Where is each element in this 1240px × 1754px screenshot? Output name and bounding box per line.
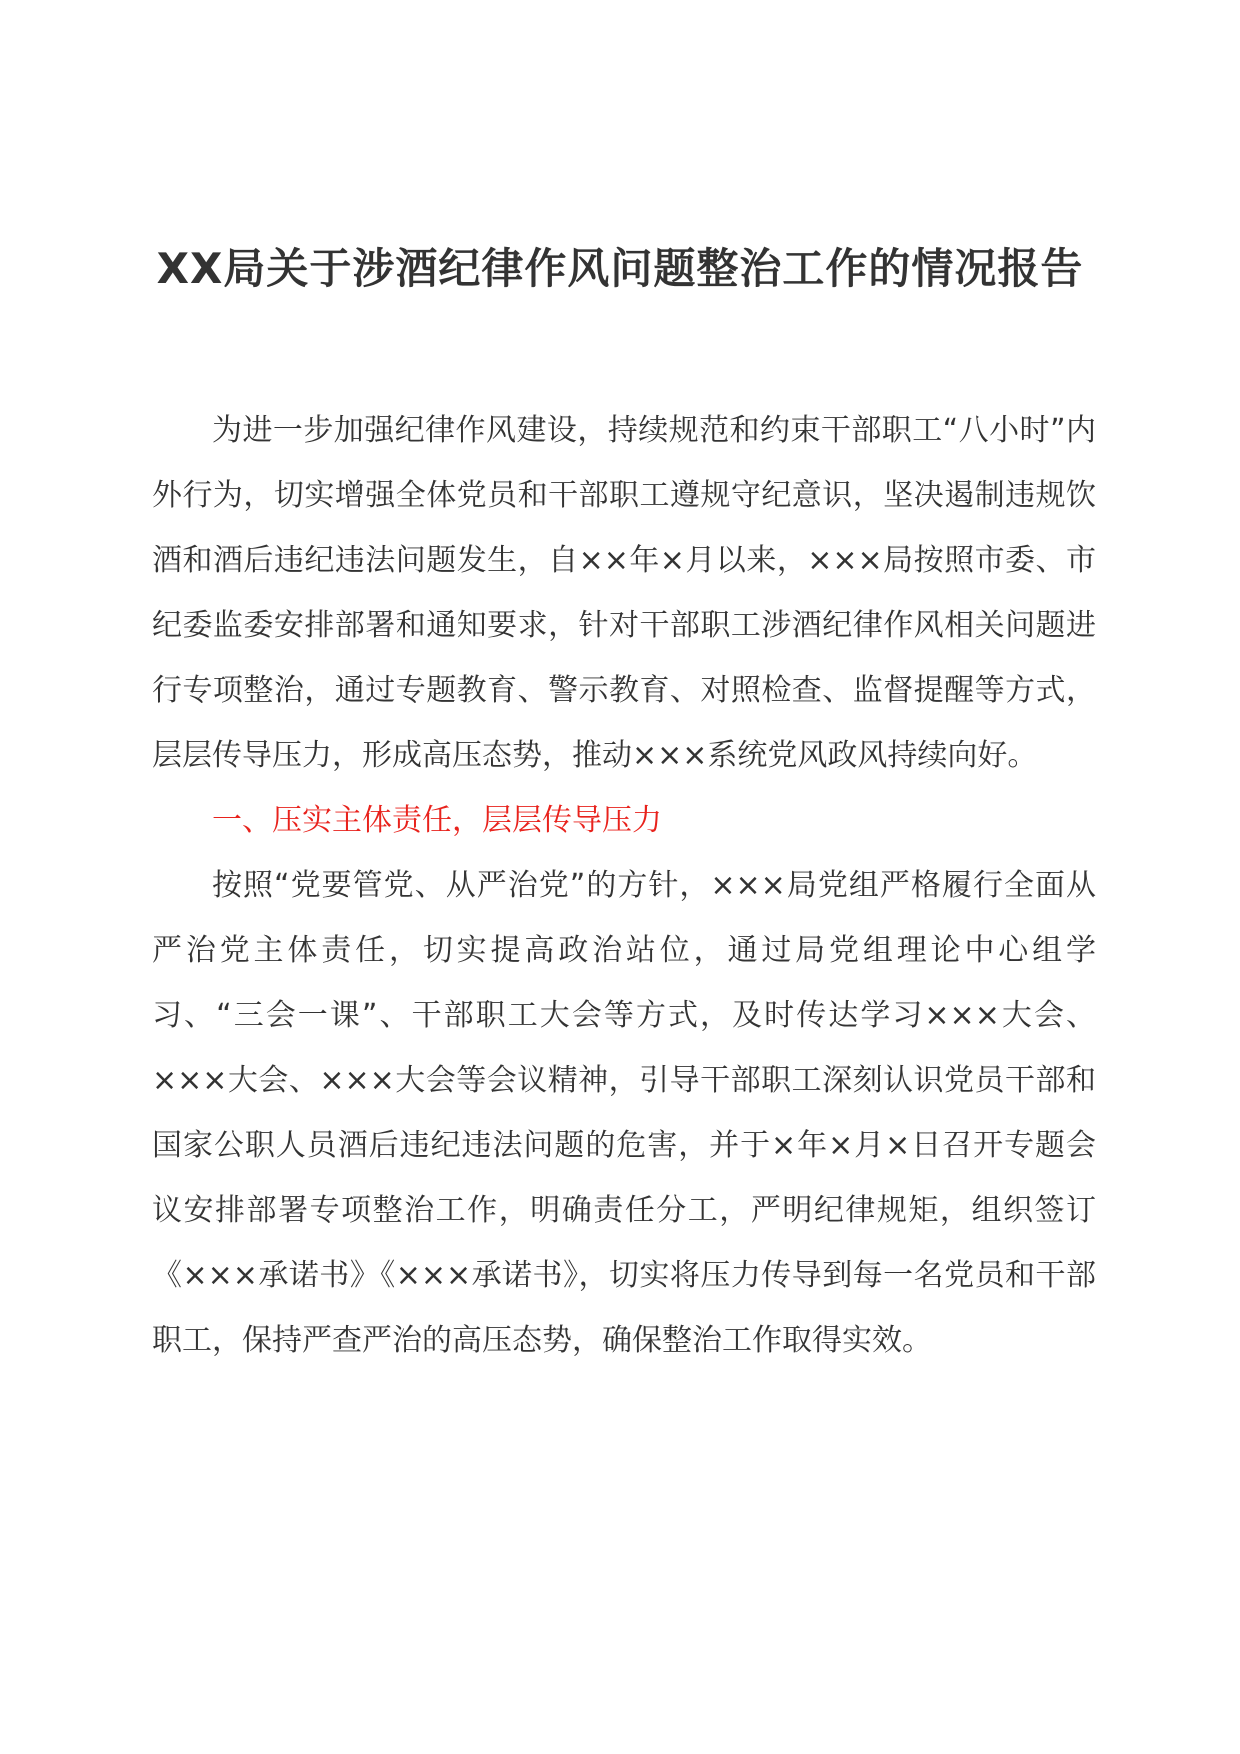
intro-paragraph: 为进一步加强纪律作风建设，持续规范和约束干部职工“八小时”内外行为，切实增强全体党员和干部职工遵规守纪意识，坚决遏制违规饮酒和酒后违纪违法问题发生，自××年×月以来，×××局按照市委、市纪委监委安排部署和通知要求，针对干部职工涉酒纪律作风相关问题进行专项整治，通过专题教育、警示教育、对照检查、监督提醒等方式，层层传导压力，形成高压态势，推动×××系统党风政风持续向好。 <box>152 413 1096 773</box>
document-body <box>152 398 1096 1373</box>
document-title: XX局关于涉酒纪律作风问题整治工作的情况报告 <box>156 244 1084 293</box>
section-paragraph: 按照“党要管党、从严治党”的方针，×××局党组严格履行全面从严治党主体责任，切实提高政治站位，通过局党组理论中心组学习、“三会一课”、干部职工大会等方式，及时传达学习×××大会、×××大会、×××大会等会议精神，引导干部职工深刻认识党员干部和国家公职人员酒后违纪违法问题的危害，并于×年×月×日召开专题会议安排部署专项整治工作，明确责任分工，严明纪律规矩，组织签订《×××承诺书》《×××承诺书》，切实将压力传导到每一名党员和干部职工，保持严查严治的高压态势，确保整治工作取得实效。 <box>152 868 1096 1358</box>
section-heading: 一、压实主体责任，层层传导压力 <box>212 803 662 838</box>
